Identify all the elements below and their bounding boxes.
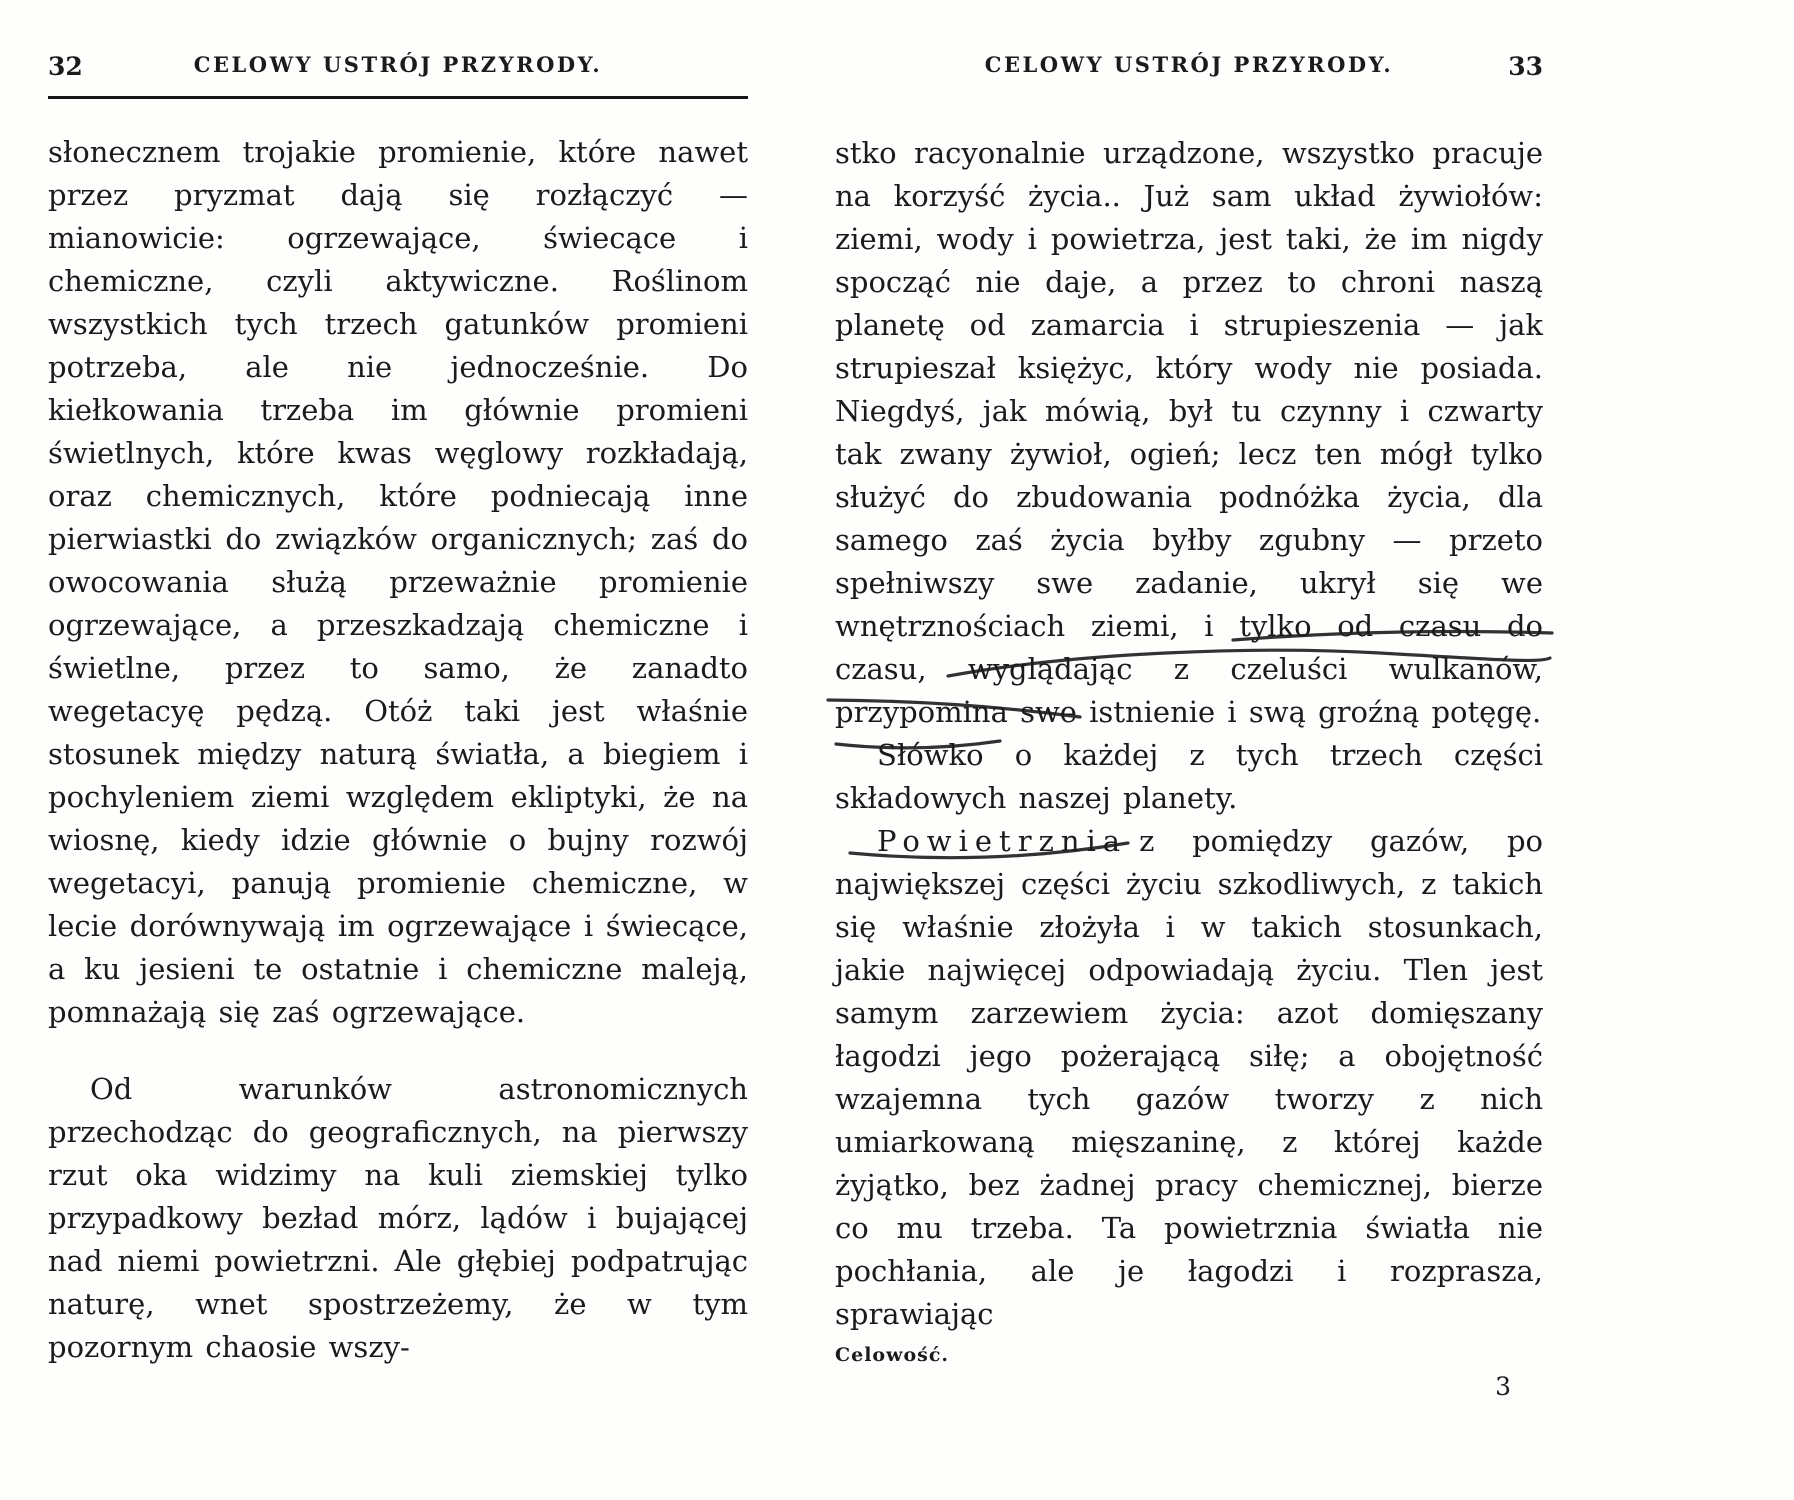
- paragraph: stko racyonalnie urządzone, wszystko pracuje na korzyść życia.. Już sam układ żywiołów: ziemi, wody i powietrza, jest taki, że im nigdy spocząć nie daje, a przez to chroni naszą planetę od zamarcia i strupieszenia — jak strupieszał księżyc, który wody nie posiada. Niegdyś, jak mówią, był tu czynny i czwarty tak zwany żywioł, ogień; lecz ten mógł tylko służyć do zbudowania podnóżka życia, dla samego zaś życia byłby zgubny — przeto spełniwszy swe zadanie, ukrył się we wnętrznościach ziemi, i tylko od czasu do czasu, wyglądając z czeluści wulkanów, przypomina swe istnienie i swą groźną potęgę.: [835, 136, 1543, 729]
- header-rule: [48, 96, 748, 99]
- paragraph-lead-word: Powietrznia: [877, 824, 1128, 858]
- paragraph-powietrznia: [835, 820, 1543, 1336]
- page-right: [835, 52, 1543, 1401]
- catchword: Celowość.: [835, 1344, 950, 1366]
- page-left: [48, 52, 748, 1369]
- page-number-right: 33: [1508, 52, 1543, 81]
- paragraph: słonecznem trojakie promienie, które nawet przez pryzmat dają się rozłączyć — mianowicie: ogrzewające, świecące i chemiczne, czyli aktywiczne. Roślinom wszystkich tych trzech gatunków promieni potrzeba, ale nie jednocześnie. Do kiełkowania trzeba im głównie promieni świetlnych, które kwas węglowy rozkładają, oraz chemicznych, które podniecają inne pierwiastki do związków organicznych; zaś do owocowania służą przeważnie promienie ogrzewające, a przeszkadzają chemiczne i świetlne, przez to samo, że zanadto wegetacyę pędzą. Otóż taki jest właśnie stosunek między naturą światła, a biegiem i pochyleniem ziemi względem ekliptyki, że na wiosnę, kiedy idzie głównie o bujny rozwój wegetacyi, panują promienie chemiczne, w lecie dorównywają im ogrzewające i świecące, a ku jesieni te ostatnie i chemiczne maleją, pomnażają się zaś ogrzewające.: [48, 135, 748, 1029]
- paragraph-rest: z pomiędzy gazów, po największej części życiu szkodliwych, z takich się właśnie złożyła i w takich stosunkach, jakie najwięcej odpowiadają życiu. Tlen jest samym zarzewiem życia: azot domięszany łagodzi jego pożerającą siłę; a obojętność wzajemna tych gazów tworzy z nich umiarkowaną mięszaninę, z której każde żyjątko, bez żadnej pracy chemicznej, bierze co mu trzeba. Ta powietrznia światła nie pochłania, ale je łagodzi i rozprasza, sprawiając: [835, 824, 1543, 1331]
- page-left-header: [48, 52, 748, 84]
- page-right-body: [835, 132, 1543, 1336]
- running-title-right: CELOWY USTRÓJ PRZYRODY.: [984, 52, 1394, 77]
- page-right-header: [835, 52, 1543, 84]
- page-number-left: 32: [48, 52, 83, 81]
- running-title-left: CELOWY USTRÓJ PRZYRODY.: [193, 52, 603, 77]
- page-left-body: [48, 131, 748, 1369]
- paragraph: Od warunków astronomicznych przechodząc do geograficznych, na pierwszy rzut oka widzimy na kuli ziemskiej tylko przypadkowy bezład mórz, lądów i bujającej nad niemi powietrzni. Ale głębiej podpatrując naturę, wnet spostrzeżemy, że w tym pozornym chaosie wszy-: [48, 1072, 748, 1364]
- signature-number: 3: [1495, 1372, 1511, 1401]
- paragraph: Słówko o każdej z tych trzech części składowych naszej planety.: [835, 738, 1543, 815]
- page-right-footer: [835, 1344, 1543, 1401]
